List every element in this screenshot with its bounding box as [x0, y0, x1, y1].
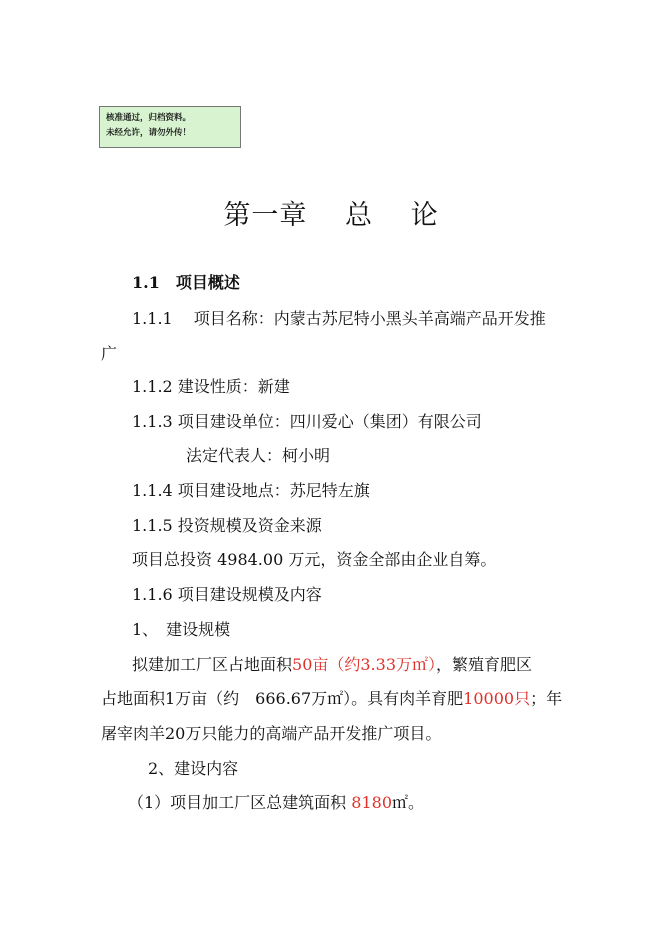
content-text-a: （1）项目加工厂区总建筑面积 [128, 793, 352, 812]
item-1-1-1: 1.1.1 项目名称：内蒙古苏尼特小黑头羊高端产品开发推 [132, 309, 546, 328]
content-text-b: ㎡。 [392, 793, 425, 812]
legal-representative: 法定代表人：柯小明 [186, 446, 331, 465]
scale-text-b: ，繁殖育肥区 [436, 655, 533, 674]
item-1-1-5: 1.1.5 投资规模及资金来源 [132, 516, 322, 535]
content-paragraph-1 [128, 793, 424, 813]
item-1-1-6: 1.1.6 项目建设规模及内容 [132, 585, 322, 604]
item-1-1-4: 1.1.4 项目建设地点：苏尼特左旗 [132, 481, 370, 500]
scale-text-a: 拟建加工厂区占地面积 [132, 655, 293, 674]
item-1-1-3: 1.1.3 项目建设单位：四川爱心（集团）有限公司 [132, 412, 482, 431]
scale-paragraph-line-2 [101, 689, 562, 709]
item-1-1-1-continued: 广 [101, 344, 118, 363]
section-heading-1-1: 1.1 项目概述 [132, 273, 240, 292]
scale-paragraph-line-3: 屠宰肉羊20万只能力的高端产品开发推广项目。 [101, 724, 442, 743]
item-1-1-2: 1.1.2 建设性质：新建 [132, 377, 290, 396]
building-area-highlight: 8180 [351, 793, 392, 812]
scale-heading: 1、 建设规模 [132, 620, 231, 639]
approval-notice-box [99, 106, 241, 148]
notice-line-2: 未经允许，请勿外传！ [106, 128, 192, 138]
chapter-title: 第一章 总 论 [223, 200, 439, 231]
scale-text-c: 占地面积1万亩（约 666.67万㎡）。具有肉羊育肥 [101, 689, 464, 708]
scale-text-d: ；年 [530, 689, 563, 708]
investment-paragraph: 项目总投资 4984.00 万元，资金全部由企业自筹。 [132, 550, 497, 569]
sheep-count-highlight: 10000只 [463, 689, 531, 708]
scale-paragraph-line-1 [132, 655, 532, 675]
scale-area-highlight: 50亩（约3.33万㎡） [292, 655, 437, 674]
notice-line-1: 核准通过，归档资料。 [106, 113, 192, 123]
content-heading: 2、建设内容 [148, 759, 239, 778]
